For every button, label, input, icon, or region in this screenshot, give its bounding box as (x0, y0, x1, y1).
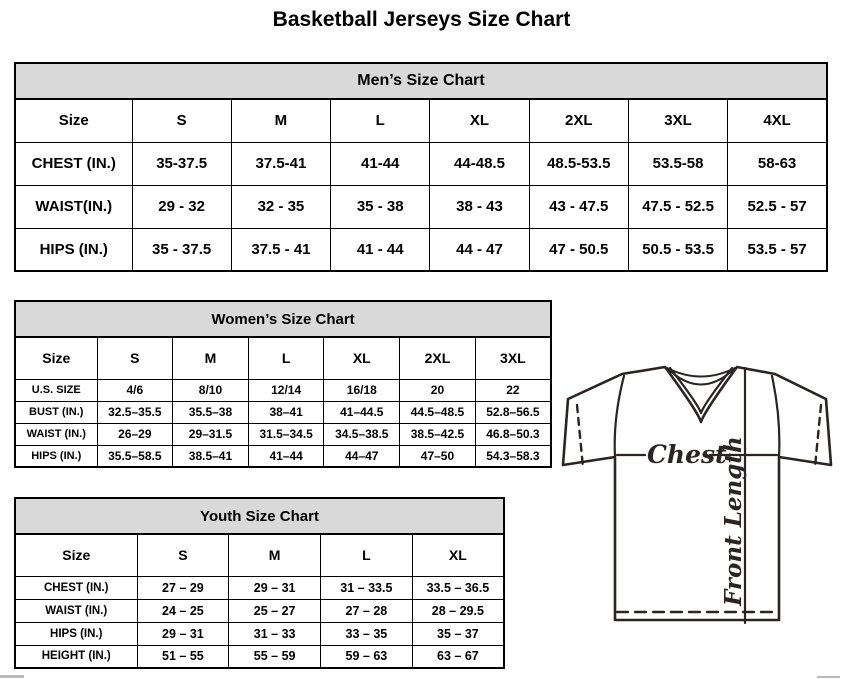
measurement-row (15, 423, 551, 445)
measurement-row (15, 401, 551, 423)
measurement-cell: 33 – 35 (321, 622, 413, 645)
size-label: Size (15, 534, 137, 576)
measurement-cell: 31.5–34.5 (248, 423, 324, 445)
measurement-row-label: WAIST(IN.) (15, 185, 132, 228)
table-title-row (15, 63, 827, 99)
measurement-cell: 41–44 (248, 445, 324, 467)
size-column-header: L (321, 534, 413, 576)
size-column-header: L (331, 99, 430, 142)
measurement-cell: 35 - 37.5 (132, 228, 231, 271)
measurement-cell: 22 (475, 379, 551, 401)
measurement-cell: 12/14 (248, 379, 324, 401)
measurement-cell: 46.8–50.3 (475, 423, 551, 445)
measurement-cell: 52.8–56.5 (475, 401, 551, 423)
jersey-measurement-diagram (558, 356, 840, 628)
measurement-row-label: BUST (IN.) (15, 401, 97, 423)
womens-size-table (14, 300, 552, 468)
jersey-armhole-seam-left (615, 376, 624, 457)
chest-label: Chest (647, 440, 727, 469)
measurement-row (15, 622, 504, 645)
size-column-header: M (231, 99, 330, 142)
measurement-cell: 55 – 59 (229, 645, 321, 668)
measurement-cell: 31 – 33.5 (321, 576, 413, 599)
measurement-cell: 26–29 (97, 423, 173, 445)
size-header-row (15, 337, 551, 379)
measurement-cell: 38.5–42.5 (400, 423, 476, 445)
size-column-header: S (97, 337, 173, 379)
measurement-row-label: WAIST (IN.) (15, 423, 97, 445)
size-column-header: 4XL (728, 99, 827, 142)
measurement-cell: 43 - 47.5 (529, 185, 628, 228)
measurement-cell: 44 - 47 (430, 228, 529, 271)
size-label: Size (15, 99, 132, 142)
table-title: Men’s Size Chart (15, 63, 827, 99)
measurement-cell: 16/18 (324, 379, 400, 401)
measurement-cell: 52.5 - 57 (728, 185, 827, 228)
measurement-row-label: WAIST (IN.) (15, 599, 137, 622)
size-label: Size (15, 337, 97, 379)
measurement-cell: 35 – 37 (412, 622, 504, 645)
measurement-cell: 31 – 33 (229, 622, 321, 645)
size-column-header: XL (412, 534, 504, 576)
bottom-left-partial-bar (0, 675, 24, 678)
measurement-cell: 32.5–35.5 (97, 401, 173, 423)
measurement-cell: 8/10 (173, 379, 249, 401)
measurement-cell: 41–44.5 (324, 401, 400, 423)
mens-size-table (14, 62, 828, 272)
measurement-cell: 53.5-58 (628, 142, 727, 185)
measurement-cell: 47–50 (400, 445, 476, 467)
size-column-header: XL (430, 99, 529, 142)
measurement-row (15, 228, 827, 271)
table-title-row (15, 498, 504, 534)
measurement-cell: 32 - 35 (231, 185, 330, 228)
measurement-cell: 29–31.5 (173, 423, 249, 445)
table-title-row (15, 301, 551, 337)
measurement-cell: 59 – 63 (321, 645, 413, 668)
measurement-cell: 63 – 67 (412, 645, 504, 668)
measurement-cell: 41-44 (331, 142, 430, 185)
measurement-row-label: HEIGHT (IN.) (15, 645, 137, 668)
measurement-cell: 53.5 - 57 (728, 228, 827, 271)
measurement-row-label: HIPS (IN.) (15, 228, 132, 271)
table-title: Women’s Size Chart (15, 301, 551, 337)
measurement-cell: 51 – 55 (137, 645, 229, 668)
jersey-collar-inner-line (670, 368, 732, 413)
measurement-cell: 38–41 (248, 401, 324, 423)
measurement-cell: 44–47 (324, 445, 400, 467)
size-column-header: M (173, 337, 249, 379)
size-column-header: L (248, 337, 324, 379)
measurement-cell: 44.5–48.5 (400, 401, 476, 423)
size-column-header: XL (324, 337, 400, 379)
measurement-row-label: HIPS (IN.) (15, 445, 97, 467)
measurement-cell: 25 – 27 (229, 599, 321, 622)
measurement-cell: 35 - 38 (331, 185, 430, 228)
sleeve-cuff-dashed-left (577, 405, 583, 467)
measurement-cell: 47 - 50.5 (529, 228, 628, 271)
size-column-header: 3XL (628, 99, 727, 142)
measurement-row (15, 379, 551, 401)
page-title: Basketball Jerseys Size Chart (272, 8, 571, 31)
measurement-row (15, 599, 504, 622)
measurement-row-label: CHEST (IN.) (15, 576, 137, 599)
measurement-cell: 4/6 (97, 379, 173, 401)
measurement-cell: 41 - 44 (331, 228, 430, 271)
sleeve-cuff-dashed-right (815, 405, 821, 467)
measurement-cell: 27 – 28 (321, 599, 413, 622)
measurement-cell: 33.5 – 36.5 (412, 576, 504, 599)
measurement-cell: 54.3–58.3 (475, 445, 551, 467)
size-header-row (15, 534, 504, 576)
size-column-header: 2XL (400, 337, 476, 379)
table-title: Youth Size Chart (15, 498, 504, 534)
measurement-cell: 27 – 29 (137, 576, 229, 599)
measurement-cell: 50.5 - 53.5 (628, 228, 727, 271)
measurement-cell: 35.5–58.5 (97, 445, 173, 467)
measurement-cell: 38.5–41 (173, 445, 249, 467)
measurement-row (15, 576, 504, 599)
front-length-label: Front Length (720, 436, 747, 606)
measurement-cell: 20 (400, 379, 476, 401)
measurement-cell: 35-37.5 (132, 142, 231, 185)
size-header-row (15, 99, 827, 142)
measurement-cell: 29 – 31 (137, 622, 229, 645)
measurement-row (15, 645, 504, 668)
size-column-header: 3XL (475, 337, 551, 379)
measurement-row (15, 142, 827, 185)
measurement-row (15, 185, 827, 228)
measurement-cell: 37.5 - 41 (231, 228, 330, 271)
measurement-cell: 35.5–38 (173, 401, 249, 423)
measurement-cell: 28 – 29.5 (412, 599, 504, 622)
measurement-cell: 44-48.5 (430, 142, 529, 185)
measurement-row-label: CHEST (IN.) (15, 142, 132, 185)
measurement-cell: 47.5 - 52.5 (628, 185, 727, 228)
measurement-cell: 24 – 25 (137, 599, 229, 622)
measurement-cell: 34.5–38.5 (324, 423, 400, 445)
size-column-header: S (137, 534, 229, 576)
jersey-armhole-seam-right (772, 376, 779, 457)
measurement-cell: 48.5-53.5 (529, 142, 628, 185)
measurement-row-label: HIPS (IN.) (15, 622, 137, 645)
measurement-cell: 38 - 43 (430, 185, 529, 228)
measurement-cell: 58-63 (728, 142, 827, 185)
size-column-header: M (229, 534, 321, 576)
measurement-cell: 37.5-41 (231, 142, 330, 185)
size-column-header: 2XL (529, 99, 628, 142)
size-column-header: S (132, 99, 231, 142)
measurement-row-label: U.S. SIZE (15, 379, 97, 401)
youth-size-table (14, 497, 505, 669)
measurement-cell: 29 – 31 (229, 576, 321, 599)
measurement-cell: 29 - 32 (132, 185, 231, 228)
bottom-right-partial-bar (817, 676, 840, 678)
measurement-row (15, 445, 551, 467)
